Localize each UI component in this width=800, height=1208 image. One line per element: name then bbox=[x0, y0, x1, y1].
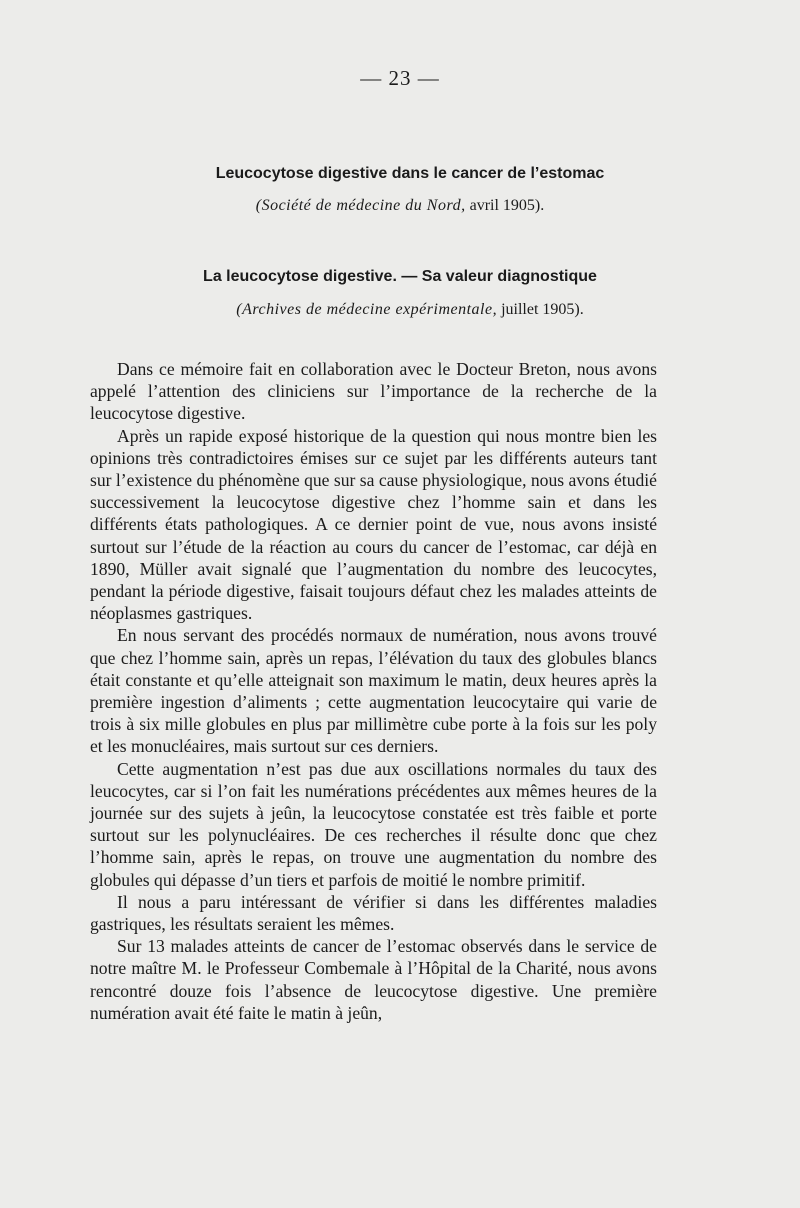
section-title-1: Leucocytose digestive dans le cancer de l’estomac bbox=[215, 165, 605, 182]
paragraph: En nous servant des procédés normaux de numération, nous avons trouvé que chez l’homme sain, après un repas, l’élévation du taux des globules blancs était constante et qu’elle atteignait son maximum le matin, deux heures après la première ingestion d’aliments ; cette augmentation leucocytaire qui varie de trois à six mille globules en plus par millimètre cube porte à la fois sur les poly et les monucléaires, mais surtout sur ces derniers. bbox=[90, 625, 657, 757]
paragraph: Sur 13 malades atteints de cancer de l’estomac observés dans le service de notre maître M. le Professeur Combemale à l’Hôpital de la Charité, nous avons rencontré douze fois l’absence de leucocytose digestive. Une première numération avait été faite le matin à jeûn, bbox=[90, 936, 657, 1023]
section-source-2 bbox=[10, 301, 800, 319]
paragraph: Il nous a paru intéressant de vérifier si dans les différentes maladies gastriques, les résultats seraient les mêmes. bbox=[90, 891, 657, 935]
paragraph: Cette augmentation n’est pas due aux oscillations normales du taux des leucocytes, car si l’on fait les numérations précédentes aux mêmes heures de la journée sur des sujets à jeûn, la leucocytose constatée est très faible et porte surtout sur les polynucléaires. De ces recherches il résulte donc que chez l’homme sain, après le repas, on trouve une augmentation du nombre des globules qui dépasse d’un tiers et parfois de moitié le nombre primitif. bbox=[90, 758, 657, 890]
page-number: — 23 — bbox=[360, 66, 440, 90]
paragraph: Après un rapide exposé historique de la question qui nous montre bien les opinions très contradictoires émises sur ce sujet par les différents auteurs tant sur l’existence du phénomène que sur sa cause physiologique, nous avons étudié successivement la leucocytose digestive chez l’homme sain et dans les différents états pathologiques. A ce dernier point de vue, nous avons insisté surtout sur l’étude de la réaction au cours du cancer de l’estomac, car déjà en 1890, Müller avait signalé que l’augmentation du nombre des leucocytes, pendant la période digestive, faisait toujours défaut chez les malades atteints de néoplasmes gastriques. bbox=[90, 425, 657, 624]
source-date-2: juillet 1905). bbox=[497, 301, 584, 318]
source-journal-2: (Archives de médecine expérimentale, bbox=[236, 301, 498, 318]
paragraph: Dans ce mémoire fait en collaboration avec le Docteur Breton, nous avons appelé l’attention des cliniciens sur l’importance de la recherche de la leucocytose digestive. bbox=[90, 359, 657, 424]
source-date-1: avril 1905). bbox=[465, 197, 545, 214]
source-journal-1: (Société de médecine du Nord, bbox=[255, 197, 466, 214]
body-text bbox=[90, 358, 657, 1024]
section-source-1 bbox=[0, 197, 800, 215]
section-title-2: La leucocytose digestive. — Sa valeur diagnostique bbox=[203, 268, 597, 285]
